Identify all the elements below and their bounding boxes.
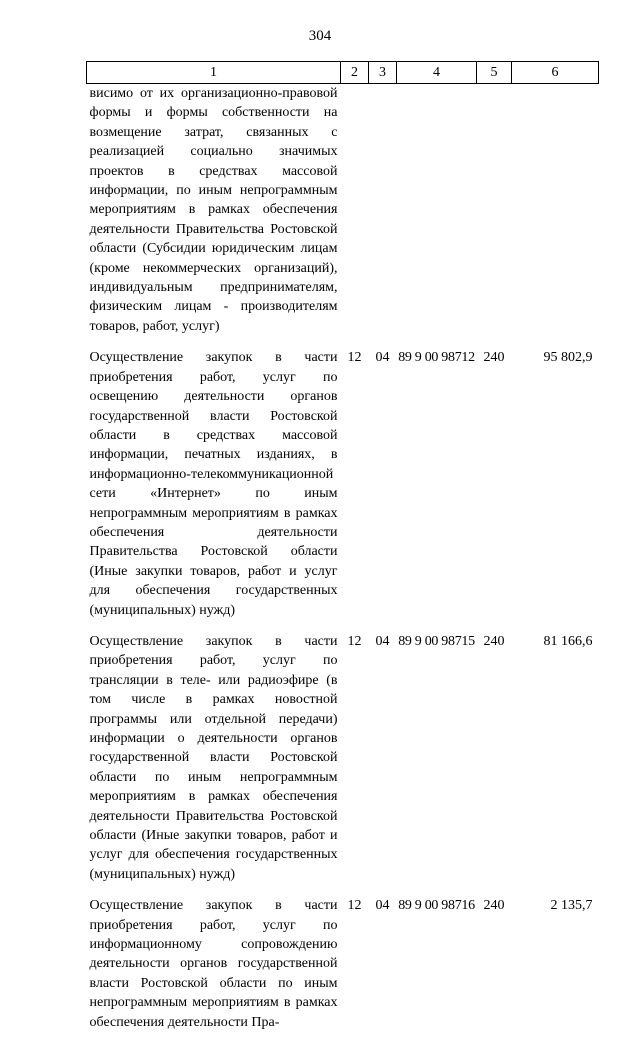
row-sum: 2 135,7 [550, 898, 593, 914]
row-description: Осуществление закупок в части приобретения работ, услуг по информационному сопровождению деятельности органов государственной власти Ростовской области по иным непрограммным мероприятиям в рамках обеспечения деятельности Пра- [89, 898, 338, 1030]
row-csr: 89 9 00 98716 [398, 898, 475, 914]
row-podrazdel: 04 [375, 350, 390, 366]
table-row [87, 84, 599, 349]
row-podrazdel [369, 84, 397, 349]
row-sum [512, 84, 599, 349]
row-sum: 95 802,9 [543, 350, 593, 366]
row-csr: 89 9 00 98715 [398, 633, 475, 649]
row-vr: 240 [483, 350, 505, 366]
row-razdel: 12 [347, 898, 362, 914]
table-row [87, 632, 599, 896]
table-row [87, 896, 599, 1044]
row-razdel [341, 84, 369, 349]
header-col-4: 4 [397, 62, 477, 84]
row-razdel: 12 [347, 633, 362, 649]
header-col-2: 2 [341, 62, 369, 84]
budget-table [86, 61, 599, 1044]
row-vr: 240 [483, 898, 505, 914]
row-description: Осуществление закупок в части приобретения работ, услуг по трансляции в теле- или радиоэфире (в том числе в рамках новостной программы или отдельной передачи) информации о деятельности органов государственной власти Ростовской области по иным непрограммным мероприятиям в рамках обеспечения деятельности Правительства Ростовской области (Иные закупки товаров, работ и услуг для обеспечения государственных (муниципальных) нужд) [89, 633, 338, 882]
row-csr [397, 84, 477, 349]
row-podrazdel: 04 [375, 633, 390, 649]
row-description: Осуществление закупок в части приобретения работ, услуг по освещению деятельности органов государственной власти Ростовской области в средствах массовой информации, печатных изданиях, в информационно-телекоммуникационной сети «Интернет» по иным непрограммным мероприятиям в рамках обеспечения деятельности Правительства Ростовской области (Иные закупки товаров, работ и услуг для обеспечения государственных (муниципальных) нужд) [89, 350, 338, 618]
table-row [87, 348, 599, 632]
row-csr: 89 9 00 98712 [398, 350, 475, 366]
row-razdel: 12 [347, 350, 362, 366]
header-col-6: 6 [512, 62, 599, 84]
row-vr: 240 [483, 633, 505, 649]
header-col-5: 5 [477, 62, 512, 84]
header-col-1: 1 [87, 62, 341, 84]
row-description: висимо от их организационно-правовой формы и формы собственности на возмещение затрат, связанных с реализацией социально значимых проектов в средствах массовой информации, по иным непрограммным мероприятиям в рамках обеспечения деятельности Правительства Ростовской области (Субсидии юридическим лицам (кроме некоммерческих организаций), индивидуальным предпринимателям, физическим лицам - производителям товаров, работ, услуг) [89, 86, 338, 334]
row-sum: 81 166,6 [543, 633, 593, 649]
table-header-row [87, 62, 599, 84]
row-vr [477, 84, 512, 349]
header-col-3: 3 [369, 62, 397, 84]
row-podrazdel: 04 [375, 898, 390, 914]
page-number: 304 [308, 28, 332, 44]
